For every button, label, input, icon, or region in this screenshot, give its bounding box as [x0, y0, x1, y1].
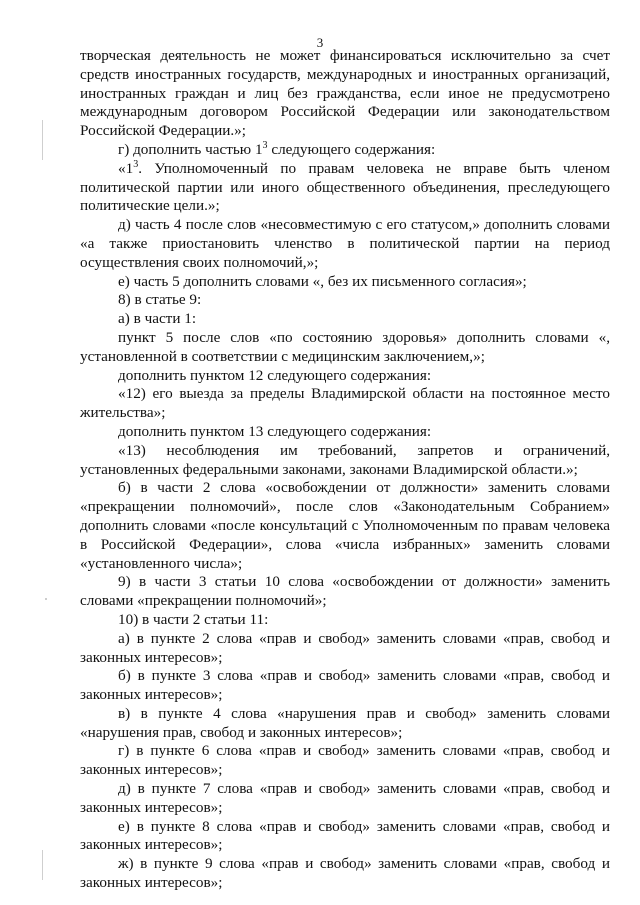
- paragraph-add-item-13: дополнить пунктом 13 следующего содержания:: [118, 422, 432, 440]
- scan-margin-line: [42, 850, 43, 880]
- paragraph-subitem-zh: ж) в пункте 9 слова «прав и свобод» заменить словами «прав, свобод и законных интересов»;: [80, 855, 610, 892]
- paragraph-text: . Уполномоченный по правам человека не вправе быть членом политической партии или иного общественного объединения, преследующего политические цели.»;: [80, 159, 610, 215]
- paragraph-article-9: 8) в статье 9:: [118, 291, 202, 309]
- superscript: 3: [133, 158, 139, 170]
- paragraph-item-5: пункт 5 после слов «по состоянию здоровья» дополнить словами «, установленной в соответствии с медицинским заключением,»;: [80, 328, 610, 365]
- paragraph-item-12-text: «12) его выезда за пределы Владимирской области на постоянное место жительства»;: [80, 385, 610, 422]
- paragraph-add-item-12: дополнить пунктом 12 следующего содержания:: [118, 366, 432, 384]
- paragraph-article-10: 9) в части 3 статьи 10 слова «освобождении от должности» заменить словами «прекращении полномочий»;: [80, 573, 610, 610]
- paragraph-subitem-d: д) в пункте 7 слова «прав и свобод» заменить словами «прав, свобод и законных интересов»;: [80, 780, 610, 816]
- paragraph-item-13-text: «13) несоблюдения им требований, запретов и ограничений, установленных федеральными законами, законами Владимирской области.»;: [80, 441, 610, 478]
- paragraph-subitem-a: а) в пункте 2 слова «прав и свобод» заменить словами «прав, свобод и законных интересов»;: [80, 629, 610, 666]
- scan-margin-line: [42, 120, 43, 160]
- paragraph-text: г) дополнить частью 1: [118, 140, 263, 158]
- paragraph-part-2: б) в части 2 слова «освобождении от должности» заменить словами «прекращении полномочий», после слов «Законодательным Собранием» дополнить словами «после консультаций с Уполномоченным по правам человека в Российской Федерации», слова «числа избранных» заменить словами «установленного числа»;: [80, 479, 610, 572]
- paragraph-subitem-v: в) в пункте 4 слова «нарушения прав и свобод» заменить словами «нарушения прав, свобод и законных интересов»;: [80, 704, 610, 741]
- paragraph-amendment-g: [80, 141, 610, 160]
- paragraph-text: «1: [118, 159, 134, 177]
- paragraph-text: следующего содержания:: [267, 140, 436, 158]
- paragraph-amendment-e: е) часть 5 дополнить словами «, без их письменного согласия»;: [118, 272, 527, 290]
- page-number: 3: [316, 35, 324, 50]
- paragraph-article-11: 10) в части 2 статьи 11:: [118, 610, 269, 628]
- superscript: 3: [262, 139, 268, 151]
- paragraph-quoted-part: [80, 160, 610, 216]
- paragraph-subitem-b: б) в пункте 3 слова «прав и свобод» заменить словами «прав, свобод и законных интересов»;: [80, 667, 610, 704]
- paragraph-subitem-g: г) в пункте 6 слова «прав и свобод» заменить словами «прав, свобод и законных интересов»;: [80, 742, 610, 779]
- scan-speck: [45, 598, 47, 600]
- document-body: [80, 47, 610, 893]
- paragraph-part-1: а) в части 1:: [118, 310, 197, 328]
- paragraph-subitem-e: е) в пункте 8 слова «прав и свобод» заменить словами «прав, свобод и законных интересов»;: [80, 817, 610, 854]
- paragraph-amendment-d: д) часть 4 после слов «несовместимую с его статусом,» дополнить словами «а также приостановить членство в политической партии на период осуществления своих полномочий,»;: [80, 216, 610, 271]
- paragraph-continuation: творческая деятельность не может финансироваться исключительно за счет средств иностранных государств, международных и иностранных организаций, иностранных граждан и лиц без гражданства, если иное не предусмотрено международным договором Российской Федерации или законодательством Российской Федерации.»;: [80, 47, 610, 140]
